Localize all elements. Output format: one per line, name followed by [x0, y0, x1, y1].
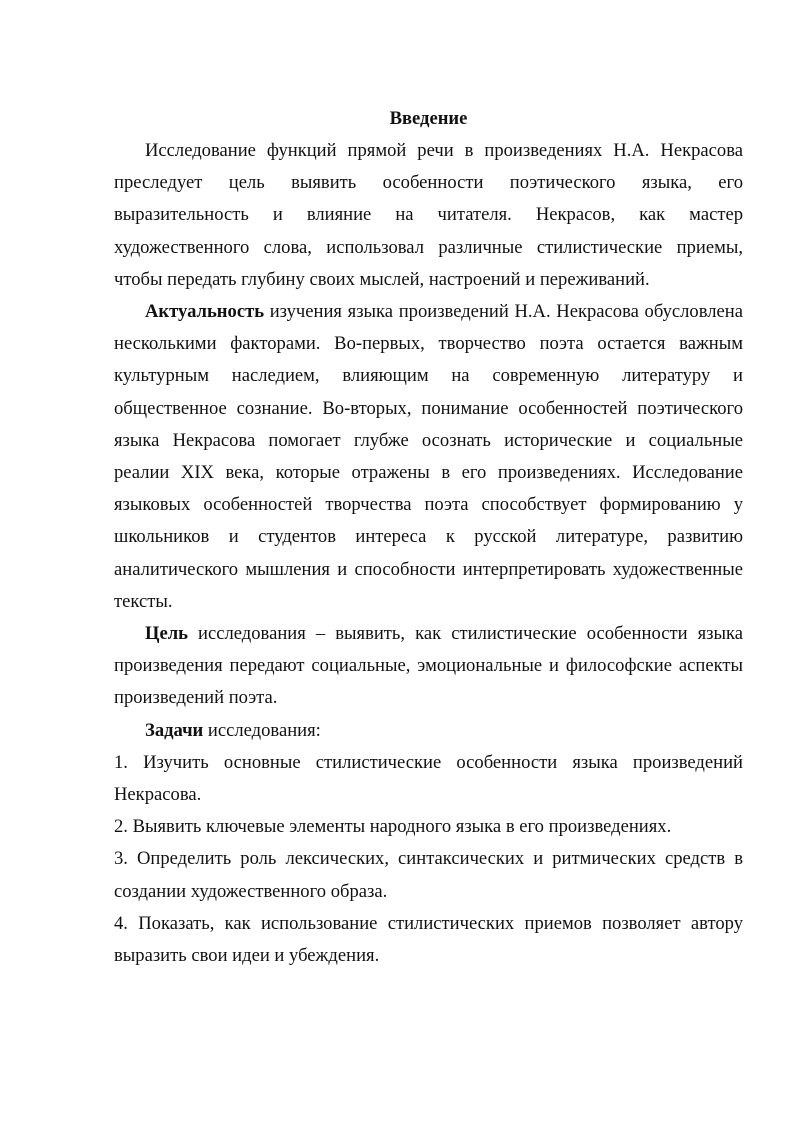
relevance-label: Актуальность	[145, 301, 265, 323]
goal-label: Цель	[145, 623, 188, 645]
task-item-3: 3. Определить роль лексических, синтаксических и ритмических средств в создании художественного образа.	[114, 848, 743, 902]
tasks-heading	[114, 715, 743, 747]
relevance-text: изучения языка произведений Н.А. Некрасова обусловлена несколькими факторами. Во-первых, творчество поэта остается важным культурным наследием, влияющим на современную литературу и общественное сознание. Во-вторых, понимание особенностей поэтического языка Некрасова помогает глубже осознать исторические и социальные реалии XIX века, которые отражены в его произведениях. Исследование языковых особенностей творчества поэта способствует формированию у школьников и студентов интереса к русской литературе, развитию аналитического мышления и способности интерпретировать художественные тексты.	[114, 301, 743, 612]
tasks-label: Задачи	[145, 719, 204, 741]
goal-paragraph	[114, 618, 743, 715]
task-item-1: 1. Изучить основные стилистические особенности языка произведений Некрасова.	[114, 751, 743, 806]
relevance-paragraph	[114, 296, 743, 618]
page-title: Введение	[389, 108, 468, 129]
intro-paragraph: Исследование функций прямой речи в произведениях Н.А. Некрасова преследует цель выявить особенности поэтического языка, его выразительность и влияние на читателя. Некрасов, как мастер художественного слова, использовал различные стилистические приемы, чтобы передать глубину своих мыслей, настроений и переживаний.	[114, 140, 743, 290]
task-item-4: 4. Показать, как использование стилистических приемов позволяет автору выразить свои идеи и убеждения.	[114, 912, 743, 967]
tasks-text: исследования:	[203, 719, 321, 741]
goal-text: исследования – выявить, как стилистические особенности языка произведения передают социальные, эмоциональные и философские аспекты произведений поэта.	[114, 623, 743, 709]
task-item-2: 2. Выявить ключевые элементы народного языка в его произведениях.	[114, 816, 672, 838]
